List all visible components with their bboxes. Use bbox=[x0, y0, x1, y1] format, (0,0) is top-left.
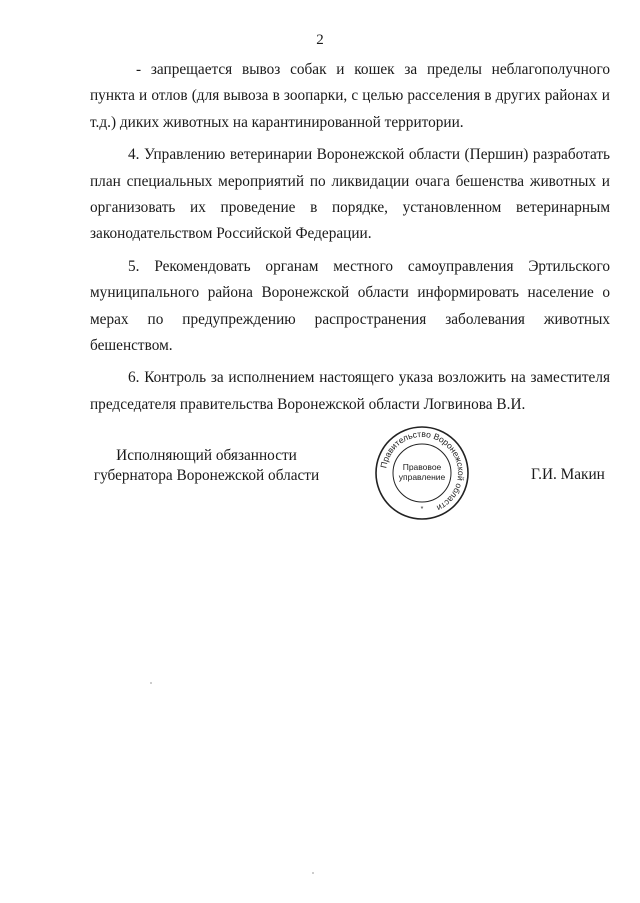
paragraph-4: 4. Управлению ветеринарии Воронежской области (Першин) разработать план специальных мероприятий по ликвидации очага бешенства животных и организовать их проведение в порядке, установленном ветеринарным законодательством Российской Федерации. bbox=[90, 146, 610, 243]
official-stamp bbox=[374, 425, 470, 521]
svg-text:*: * bbox=[420, 506, 424, 513]
scan-speck bbox=[312, 872, 314, 874]
paragraph-prohibition: - запрещается вывоз собак и кошек за пределы неблагополучного пункта и отлов (для вывоза в зоопарки, с целью расселения в других районах и т.д.) диких животных на карантинированной территории. bbox=[90, 61, 610, 131]
paragraph-6: 6. Контроль за исполнением настоящего указа возложить на заместителя председателя правительства Воронежской области Логвинова В.И. bbox=[90, 369, 610, 413]
document-body bbox=[90, 57, 610, 424]
signatory-title-line2: губернатора Воронежской области bbox=[93, 467, 320, 484]
scan-speck bbox=[150, 682, 152, 684]
stamp-center-text bbox=[392, 462, 452, 482]
signatory-name: Г.И. Макин bbox=[531, 466, 605, 483]
signatory-title-line1: Исполняющий обязанности bbox=[116, 447, 297, 464]
stamp-center-line1: Правовое bbox=[402, 462, 442, 472]
signatory-title bbox=[84, 446, 329, 486]
stamp-center-line2: управление bbox=[398, 472, 446, 482]
stamp-ring-text: Правительство Воронежской области bbox=[378, 428, 467, 514]
paragraph-5: 5. Рекомендовать органам местного самоуправления Эртильского муниципального района Воронежской области информировать население о мерах по предупреждению распространения заболевания животных бешенством. bbox=[90, 257, 610, 355]
page-number: 2 bbox=[316, 32, 324, 48]
